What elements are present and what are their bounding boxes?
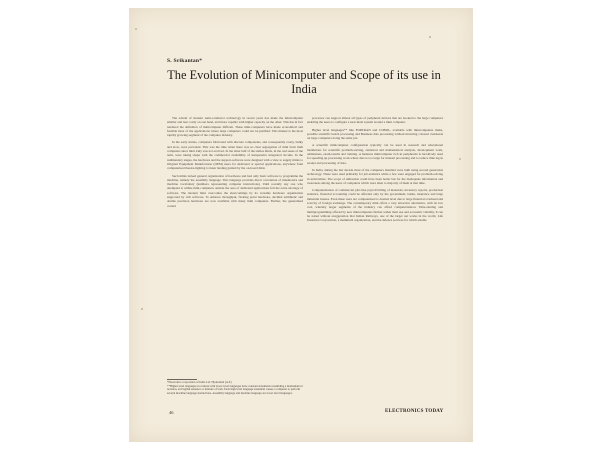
footnotes bbox=[167, 379, 303, 395]
body-paragraph: Higher level languages** like FORTRAN and COBOL, available with minicomputers make, possible scientific bench processing and Business data processing without incurring colossal overheads on large computers doing the same job. bbox=[307, 127, 443, 141]
body-paragraph: In the early sixties, computers fabricated with discrete components, and consequently costly, bulky and slow, were prevalent. This was the time when there was no clear segregation of mini from midi computers since mini truly was not evolved. In the latter half of the sixties minis, in the real sense of the term, were taking shape with the commercial availability of inexpensive integrated circuits. In the rudimentary stages, the hardware and the support-software were designed with a view to supply minis to Original Equipment Manufacturer (OEM) users for dedicated or special applications, anywhere from computerised theatre-lighting to lunar landing guided by the on-board mini. bbox=[167, 140, 303, 171]
footnote: *Electronics corporation of India Ltd. Hyderabad (A.P.) bbox=[167, 380, 232, 384]
body-paragraph: In India, during the last decade most of the computers installed were built using second generation technology. These were used primarily for job-statistics while a few were engaged for problem-solving in universities. The scope of utilisation could have been better but for the inadequate information and awareness among the users of computers which were alien to majority of them at that time. bbox=[307, 167, 443, 185]
paper-speck bbox=[459, 158, 461, 160]
magazine-page bbox=[129, 8, 473, 442]
magazine-name: ELECTRONICS TODAY bbox=[385, 409, 444, 414]
body-paragraph: A scientific minicomputer configuration typically can be used in research and educational institutions for scientific problem-solving, statistical and mathematical analysis, development work, admissions, exam-results and training. A business minicomputer rich in peripherals is lucratively used for speeding up processing work where data is too large for manual processing and to reduce time lag in receipt and processing of data. bbox=[307, 143, 443, 165]
body-paragraph: processor can support almost all types of peripheral devices that are hooked to the large computers enabling the users to configure a near-maxi system around a mini computer. bbox=[307, 116, 443, 125]
body-paragraph: Computerization of commercial jobs like payroll billing of materials, inventory reports, production statistics, financial accounting could be afforded only by the government, banks, insurance and large industrial houses. Even these were not computerised to desired level due to large financial overhead and scarcity of foreign exchange. The contemporary mini offers a very attractive alternative, with its low cost, whereby larger segments of the industry can afford computerization. Time-sharing and multiprogramming offered by new minicomputers further widen their use and economic viability. It can be stated without exaggeration that Indian Railways, one of the larger net works in the world, Life Insurance Corporation, a mammoth organization, and the defence services for which sizable bbox=[307, 188, 443, 223]
body-paragraph: Such minis lacked general organization of hardware and had only basic software to programme the machine, namely the assembly language. This language provides direct correlation of mnemonics and machine vocabulary (numbers representing computer instructions). Until recently any one who attempted to utilize mini-computers outside the area of dedicated applications felt the acute shortage of software. The modern mini overcomes the shortcomings by its versatile hardware organization supported by rich software. To enhance throughput, floating point hardware, decimal arithmetic and double precision hardware are now available with many mini computers. Further, the generalised control bbox=[167, 173, 303, 208]
paper-speck bbox=[141, 308, 143, 310]
paper-speck bbox=[135, 28, 137, 30]
article-title: The Evolution of Minicomputer and Scope of its use in India bbox=[167, 68, 441, 96]
page-number: 46 bbox=[169, 410, 174, 415]
footnote: **Higher level languages in contrast with lower level languages have constant statements resembling a mathematical notation, an English sentence or mixture of both. Each high level language statement causes a computer to perform several machine language instructions. Assembly language and machine language are lower level languages. bbox=[167, 383, 303, 395]
left-column bbox=[167, 116, 303, 211]
author-byline: S. Srikantan* bbox=[167, 58, 203, 64]
body-paragraph: The advent of modern semi-conductor technology in recent years has made the minicomputer smaller and less costly on one hand, and more capable with higher capacity on the other. This has in fact rendered the definition of minicomputer difficult. These mini-computers have made economical and feasible most of the applications where large computers could not be justified. This market is the most rapidly growing segment of the computer industry. bbox=[167, 116, 303, 138]
right-column bbox=[307, 116, 443, 226]
paper-speck bbox=[429, 36, 431, 38]
